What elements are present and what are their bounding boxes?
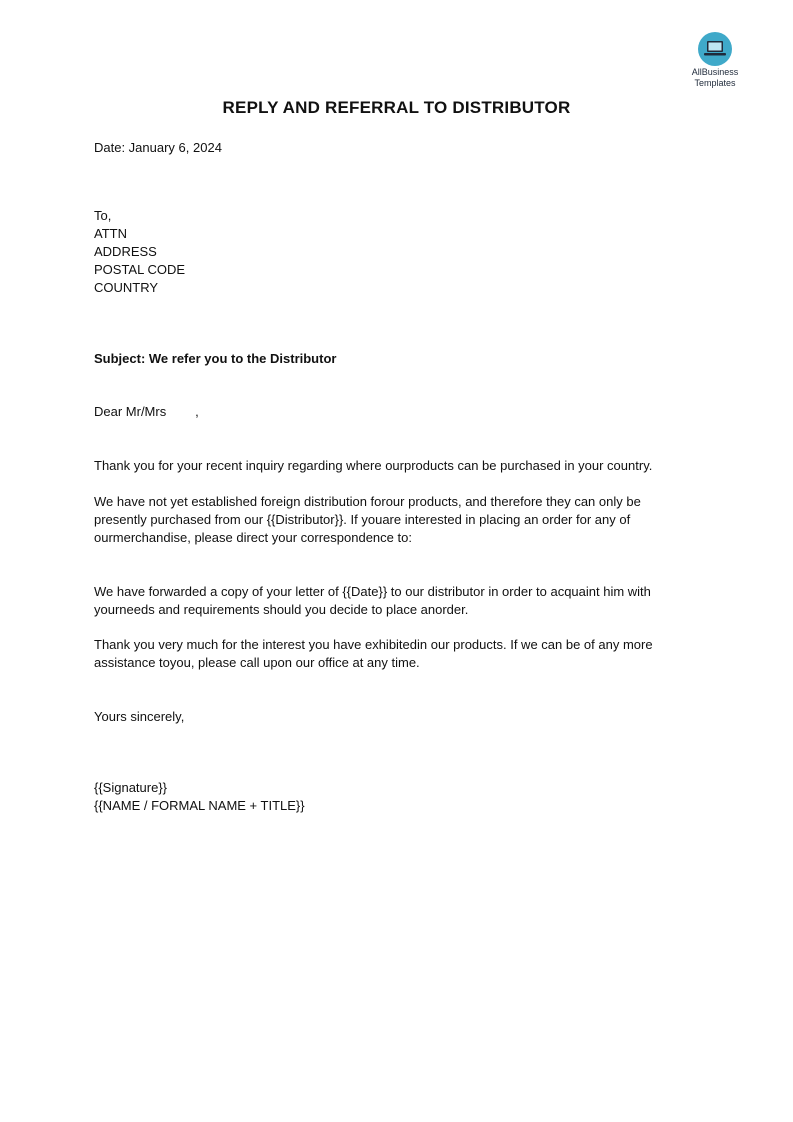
date-line: Date: January 6, 2024 — [94, 140, 222, 155]
paragraph3-line1: We have forwarded a copy of your letter of {{Date}} to our distributor in order to acquaint him with — [94, 584, 651, 599]
address-line-country: COUNTRY — [94, 280, 159, 295]
closing: Yours sincerely, — [94, 709, 185, 724]
logo-text-line2: Templates — [694, 78, 736, 88]
company-logo — [684, 32, 746, 88]
paragraph2-line3: ourmerchandise, please direct your correspondence to: — [94, 530, 412, 545]
logo-text-line1: AllBusiness — [691, 67, 739, 77]
signature-placeholder: {{Signature}} — [94, 780, 168, 795]
address-line-address: ADDRESS — [94, 244, 157, 259]
paragraph4-line1: Thank you very much for the interest you have exhibitedin our products. If we can be of any more — [94, 637, 653, 652]
address-line-attn: ATTN — [94, 226, 127, 241]
salutation: Dear Mr/Mrs , — [94, 404, 199, 419]
address-line-postal: POSTAL CODE — [94, 262, 186, 277]
document-title: REPLY AND REFERRAL TO DISTRIBUTOR — [222, 98, 571, 117]
address-line-to: To, — [94, 208, 112, 223]
paragraph1-line1: Thank you for your recent inquiry regarding where ourproducts can be purchased in your country. — [94, 458, 653, 473]
paragraph4-line2: assistance toyou, please call upon our office at any time. — [94, 655, 420, 670]
subject-line: Subject: We refer you to the Distributor — [94, 351, 337, 366]
paragraph2-line2: presently purchased from our {{Distributor}}. If youare interested in placing an order for any of — [94, 512, 631, 527]
laptop-icon — [698, 32, 732, 66]
paragraph3-line2: yourneeds and requirements should you decide to place anorder. — [94, 602, 469, 617]
name-title-placeholder: {{NAME / FORMAL NAME + TITLE}} — [94, 798, 305, 813]
paragraph2-line1: We have not yet established foreign distribution forour products, and therefore they can only be — [94, 494, 641, 509]
